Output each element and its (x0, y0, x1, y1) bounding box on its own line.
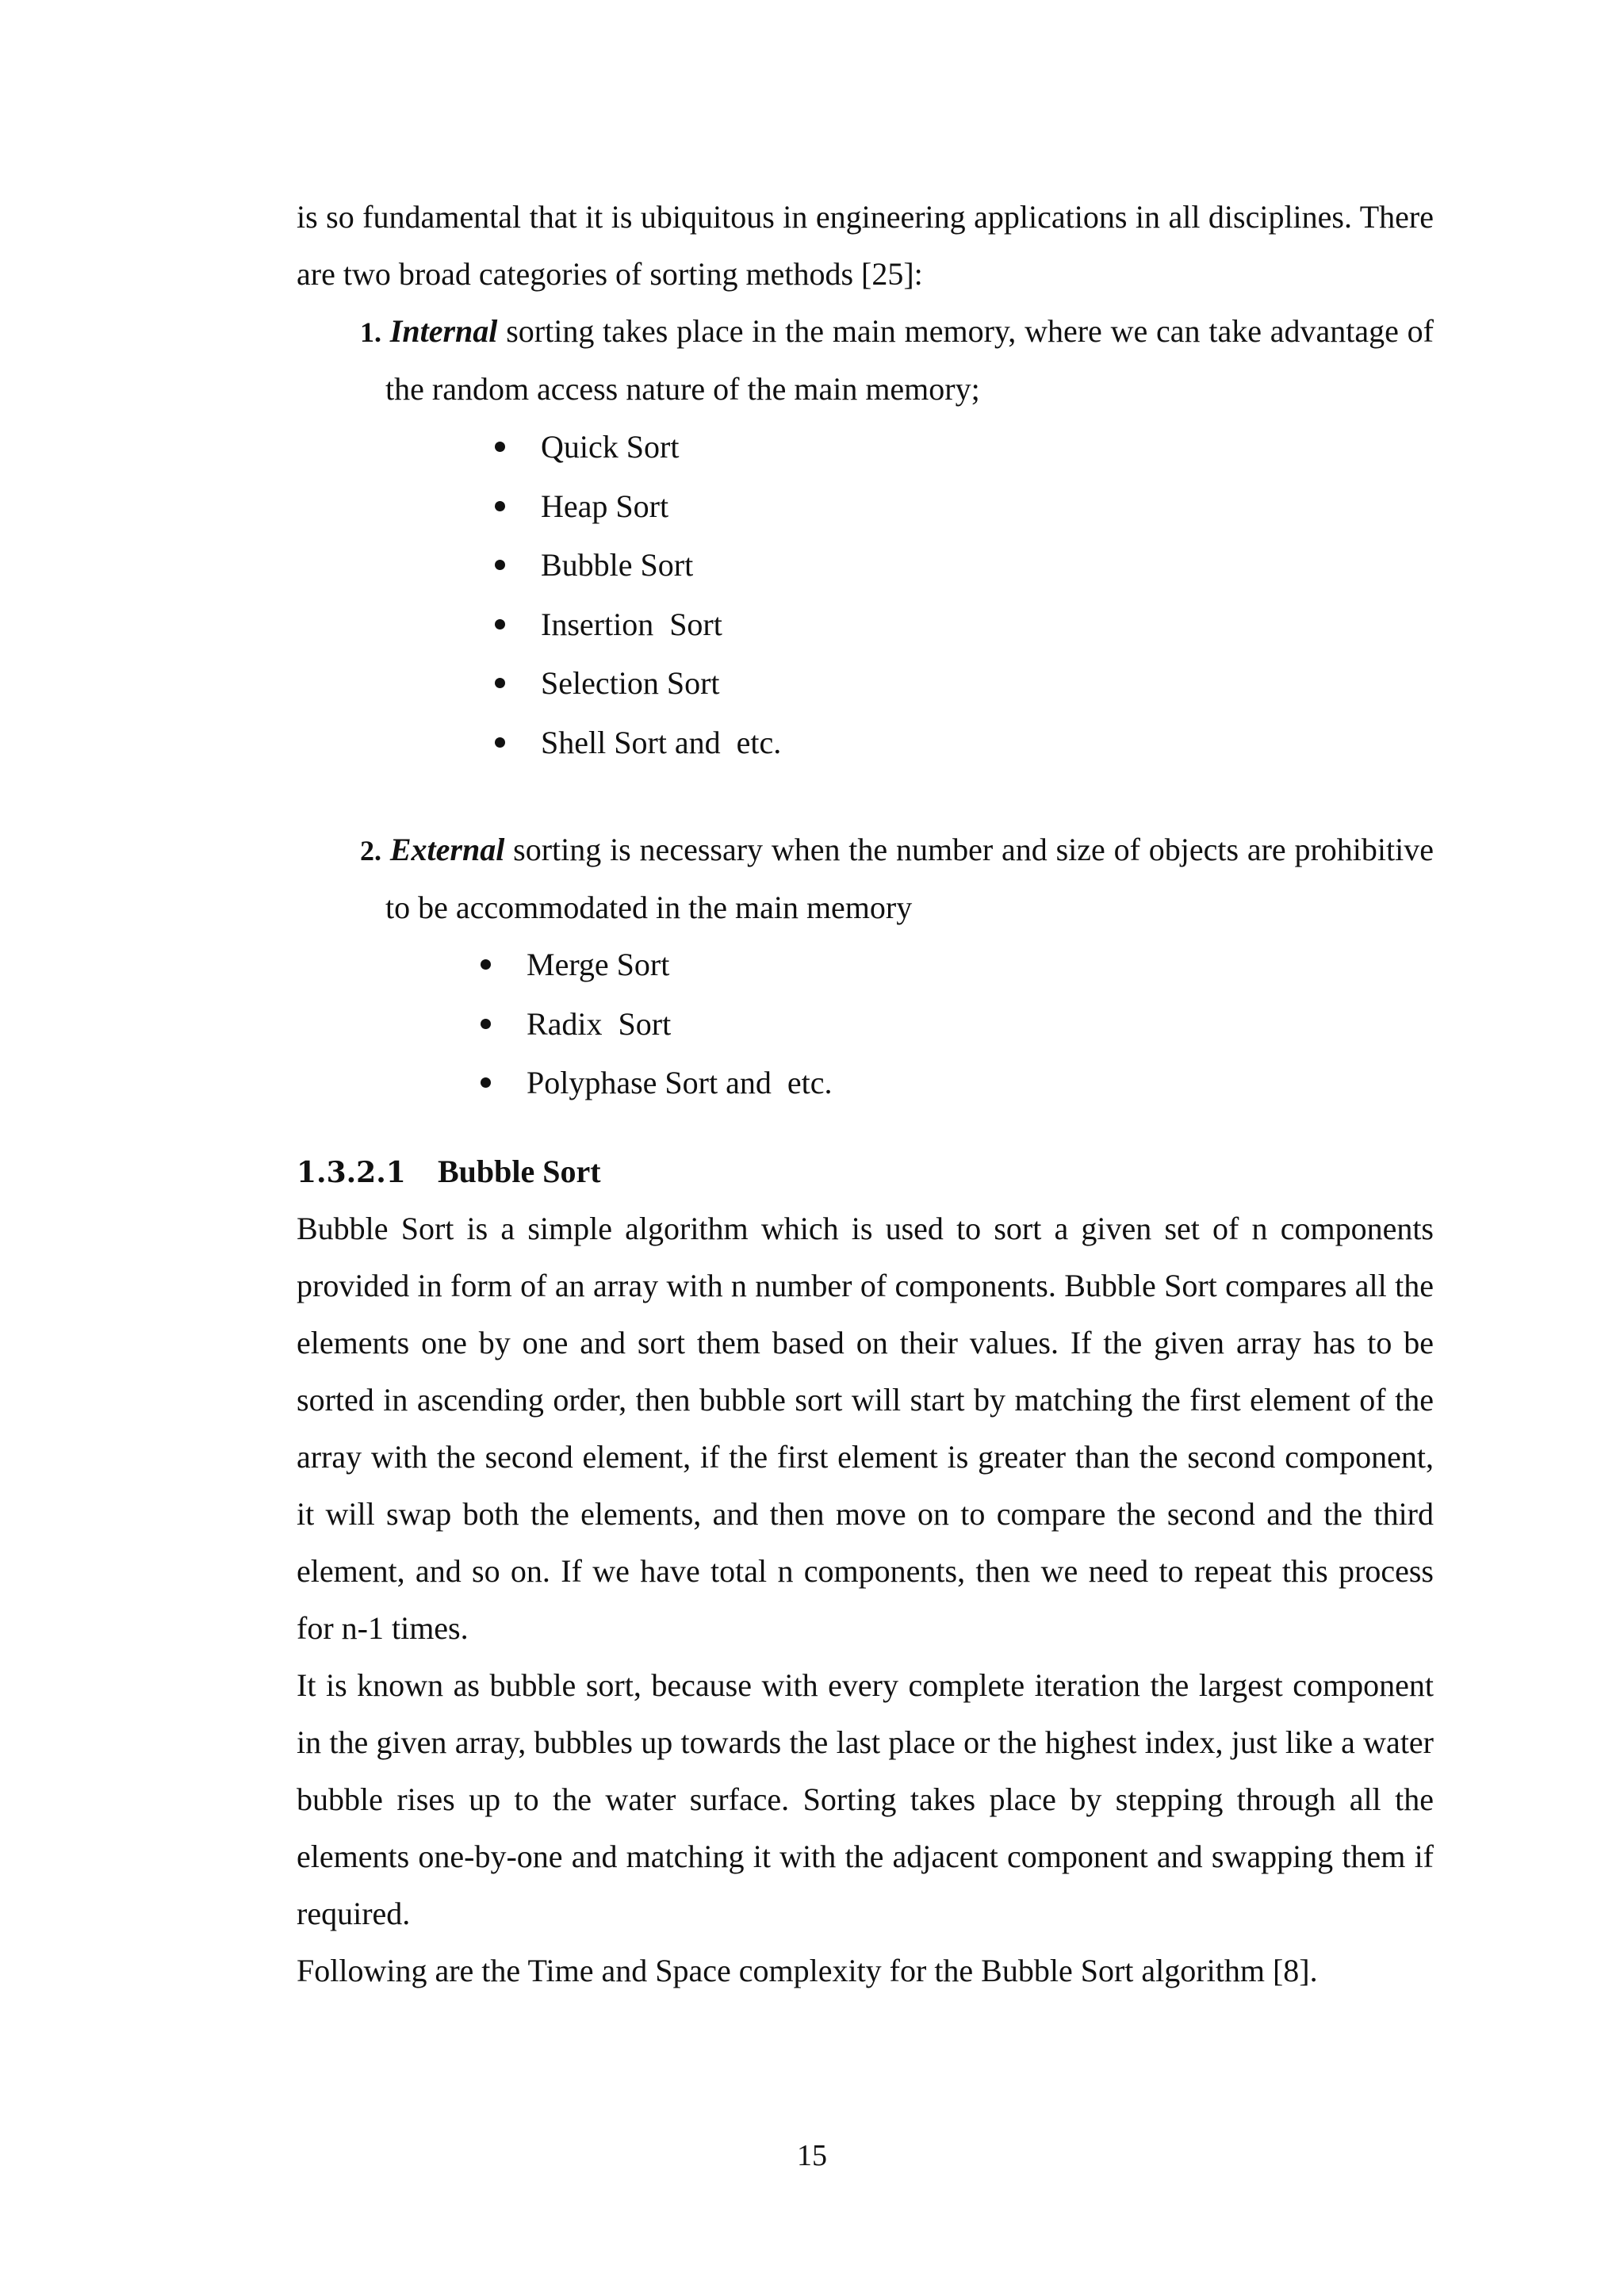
internal-description: sorting takes place in the main memory, where we can take advantage of the random access nature of the main memory; (385, 313, 1434, 407)
bullet-icon (481, 959, 491, 970)
bubble-sort-paragraph-3: Following are the Time and Space complexity for the Bubble Sort algorithm [8]. (297, 1953, 1318, 1988)
internal-sort-list (492, 418, 781, 772)
bullet-icon (481, 1077, 491, 1088)
list-item: Selection Sort (492, 654, 781, 714)
intro-paragraph: is so fundamental that it is ubiquitous in engineering applications in all disciplines. There are two broad categories of sorting methods [25]: (297, 199, 1434, 292)
section-title: Bubble Sort (438, 1154, 601, 1189)
list-item: Merge Sort (477, 936, 833, 995)
list-item: Radix Sort (477, 995, 833, 1054)
list-item: Shell Sort and etc. (492, 714, 781, 773)
bullet-icon (495, 737, 505, 748)
internal-number: 1. (360, 316, 381, 348)
bubble-sort-paragraph-1: Bubble Sort is a simple algorithm which is used to sort a given set of n components provided in form of an array with n number of components. Bubble Sort compares all the elements one by one and sort them based on their values. If the given array has to be sorted in ascending order, then bubble sort will start by matching the first element of the array with the second element, if the first element is greater than the second component, it will swap both the elements, and then move on to compare the second and the third element, and so on. If we have total n components, then we need to repeat this process for n-1 times. (297, 1211, 1434, 1646)
external-sorting-item (360, 821, 1434, 936)
section-number: 1.3.2.1 (297, 1156, 406, 1189)
bubble-sort-paragraph-2: It is known as bubble sort, because with every complete iteration the largest component in the given array, bubbles up towards the last place or the highest index, just like a water bubble rises up to the water surface. Sorting takes place by stepping through all the elements one-by-one and matching it with the adjacent component and swapping them if required. (297, 1667, 1434, 1931)
internal-term: Internal (389, 313, 498, 349)
list-item: Insertion Sort (492, 595, 781, 655)
bullet-icon (495, 678, 505, 688)
bullet-icon (495, 619, 505, 629)
bullet-icon (495, 442, 505, 452)
bullet-icon (481, 1019, 491, 1029)
external-sort-list (477, 936, 833, 1113)
list-item: Quick Sort (492, 418, 781, 477)
external-description: sorting is necessary when the number and size of objects are prohibitive to be accommodated in the main memory (385, 832, 1434, 925)
bullet-icon (495, 560, 505, 570)
bullet-icon (495, 501, 505, 511)
external-number: 2. (360, 835, 381, 867)
internal-sorting-item (360, 303, 1434, 418)
list-item: Polyphase Sort and etc. (477, 1054, 833, 1113)
external-term: External (389, 832, 505, 867)
section-heading (297, 1143, 601, 1201)
list-item: Heap Sort (492, 477, 781, 537)
list-item: Bubble Sort (492, 536, 781, 595)
page-number: 15 (797, 2139, 827, 2172)
